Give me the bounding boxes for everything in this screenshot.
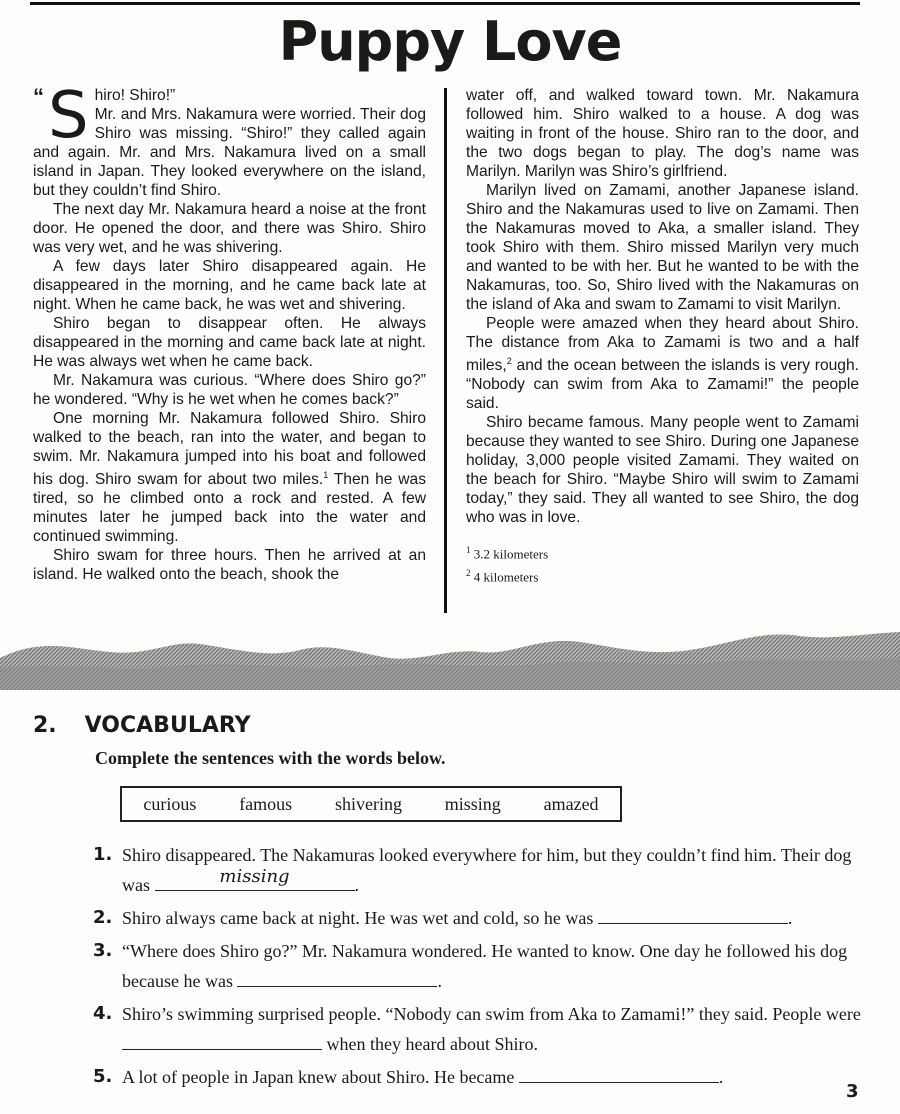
item-number: 4. xyxy=(93,1003,113,1024)
story-paragraph-6-rest: Then he was tired, so he climbed onto a rock and rested. A few minutes later he jumped back into the water and continued swimming. xyxy=(33,471,426,546)
item-text: Shiro disappeared. The Nakamuras looked everywhere for him, but they couldn’t find him. Their dog was missing . xyxy=(122,845,852,895)
word-bank-item: shivering xyxy=(334,793,402,814)
word-bank-item: curious xyxy=(143,793,197,814)
story-paragraph-1 xyxy=(33,79,426,200)
story-paragraph-4: Shiro began to disappear often. He always disappeared in the morning and came back late at night. He was always wet when he came back. xyxy=(33,315,426,370)
drop-cap: S xyxy=(48,79,89,153)
exercise-item-1 xyxy=(93,840,873,900)
word-bank-item: missing xyxy=(444,793,501,814)
word-bank xyxy=(120,786,622,822)
answer-blank[interactable] xyxy=(237,966,437,987)
vocabulary-instructions: Complete the sentences with the words below. xyxy=(95,748,446,768)
vocabulary-heading xyxy=(33,713,251,738)
story-paragraph-8: water off, and walked toward town. Mr. Nakamura followed him. Shiro walked to a house. A dog was waiting in front of the house. Shiro ran to the door, and the two dogs began to play. The dog’s name was Marilyn. Marilyn was Shiro’s girlfriend. xyxy=(466,87,859,180)
page-number: 3 xyxy=(846,1081,859,1102)
item-text: “Where does Shiro go?” Mr. Nakamura wondered. He wanted to know. One day he followed his dog because he was . xyxy=(122,941,848,991)
exercise-item-5 xyxy=(93,1062,873,1092)
story-paragraph-3: A few days later Shiro disappeared again. He disappeared in the morning, and he came back late at night. When he came back, he was wet and shivering. xyxy=(33,258,426,313)
word-bank-item: famous xyxy=(239,793,293,814)
footnote-marker-1: 1 xyxy=(323,470,329,480)
exercise-item-2 xyxy=(93,903,873,933)
footnote-1: $^1$ 3.2 kilometers xyxy=(466,545,549,562)
story-paragraph-6-text: One morning Mr. Nakamura followed Shiro. Shiro walked to the beach, ran into the water, and began to swim. Mr. Nakamura jumped into his boat and followed his dog. Shiro swam for about two miles. xyxy=(33,410,426,489)
story-paragraph-7: Shiro swam for three hours. Then he arrived at an island. He walked onto the beach, shook the xyxy=(33,547,426,584)
footnote-2: $^2$ 4 kilometers xyxy=(466,567,539,584)
word-bank-item: amazed xyxy=(543,793,599,814)
story-paragraph-6 xyxy=(33,409,426,546)
story-paragraph-2: The next day Mr. Nakamura heard a noise at the front door. He opened the door, and there was Shiro. Shiro was very wet, and he was shivering. xyxy=(33,201,426,256)
story-paragraph-5: Mr. Nakamura was curious. “Where does Shiro go?” he wondered. “Why is he wet when he comes back?” xyxy=(33,372,426,408)
column-divider xyxy=(444,88,447,613)
story-paragraph-10 xyxy=(466,314,859,413)
story-paragraph-1-text: Mr. and Mrs. Nakamura were worried. Their dog Shiro was missing. “Shiro!” they called again and again. Mr. and Mrs. Nakamura lived on a small island in Japan. They looked everywhere on the island, but they couldn’t find Shiro. xyxy=(33,106,426,199)
footnote-marker-2: 2 xyxy=(506,356,512,366)
top-rule xyxy=(30,2,860,5)
answer-blank[interactable] xyxy=(598,903,788,924)
section-number: 2. xyxy=(33,713,57,738)
story-left-column xyxy=(33,79,426,584)
exercise-list xyxy=(93,840,873,1095)
item-number: 3. xyxy=(93,940,113,961)
answer-blank[interactable] xyxy=(519,1062,719,1083)
handwritten-answer: missing xyxy=(219,866,290,887)
exercise-item-3 xyxy=(93,936,873,996)
open-quote: “ xyxy=(33,84,44,109)
story-paragraph-9: Marilyn lived on Zamami, another Japanese island. Shiro and the Nakamuras used to live on Zamami. Then the Nakamuras moved to Aka, a smaller island. They took Shiro with them. Shiro missed Marilyn very much and wanted to be with her. But he wanted to be with the Nakamuras, too. So, Shiro lived with the Nakamuras on the island of Aka and swam to Zamami to visit Marilyn. xyxy=(466,182,859,313)
item-text: Shiro’s swimming surprised people. “Nobody can swim from Aka to Zamami!” they said. People were when they heard about Shiro. xyxy=(122,1004,861,1054)
item-number: 2. xyxy=(93,907,113,928)
story-paragraph-10-text: People were amazed when they heard about Shiro. The distance from Aka to Zamami is two and a half miles, xyxy=(466,315,859,375)
story-paragraph-11: Shiro became famous. Many people went to Zamami because they wanted to see Shiro. During one Japanese holiday, 3,000 people visited Zamami. They waited on the beach for Shiro. “Maybe Shiro will swim to Zamami today,” they said. They all wanted to see Shiro, the dog who was in love. xyxy=(466,414,859,527)
item-text: Shiro always came back at night. He was wet and cold, so he was . xyxy=(122,903,792,933)
story-right-column xyxy=(466,86,859,586)
story-paragraph-10-rest: and the ocean between the islands is very rough. “Nobody can swim from Aka to Zamami!” the people said. xyxy=(466,357,859,413)
exercise-item-4 xyxy=(93,999,873,1059)
answer-blank[interactable] xyxy=(122,1029,322,1050)
footnotes xyxy=(466,541,859,586)
story-first-line: hiro! Shiro!” xyxy=(94,87,176,104)
item-number: 1. xyxy=(93,844,113,865)
wave-divider-graphic xyxy=(0,628,900,698)
section-title: VOCABULARY xyxy=(84,713,251,738)
answer-blank[interactable] xyxy=(155,866,355,891)
item-text: A lot of people in Japan knew about Shiro. He became . xyxy=(122,1062,723,1092)
page-title: Puppy Love xyxy=(278,10,622,73)
item-number: 5. xyxy=(93,1066,113,1087)
